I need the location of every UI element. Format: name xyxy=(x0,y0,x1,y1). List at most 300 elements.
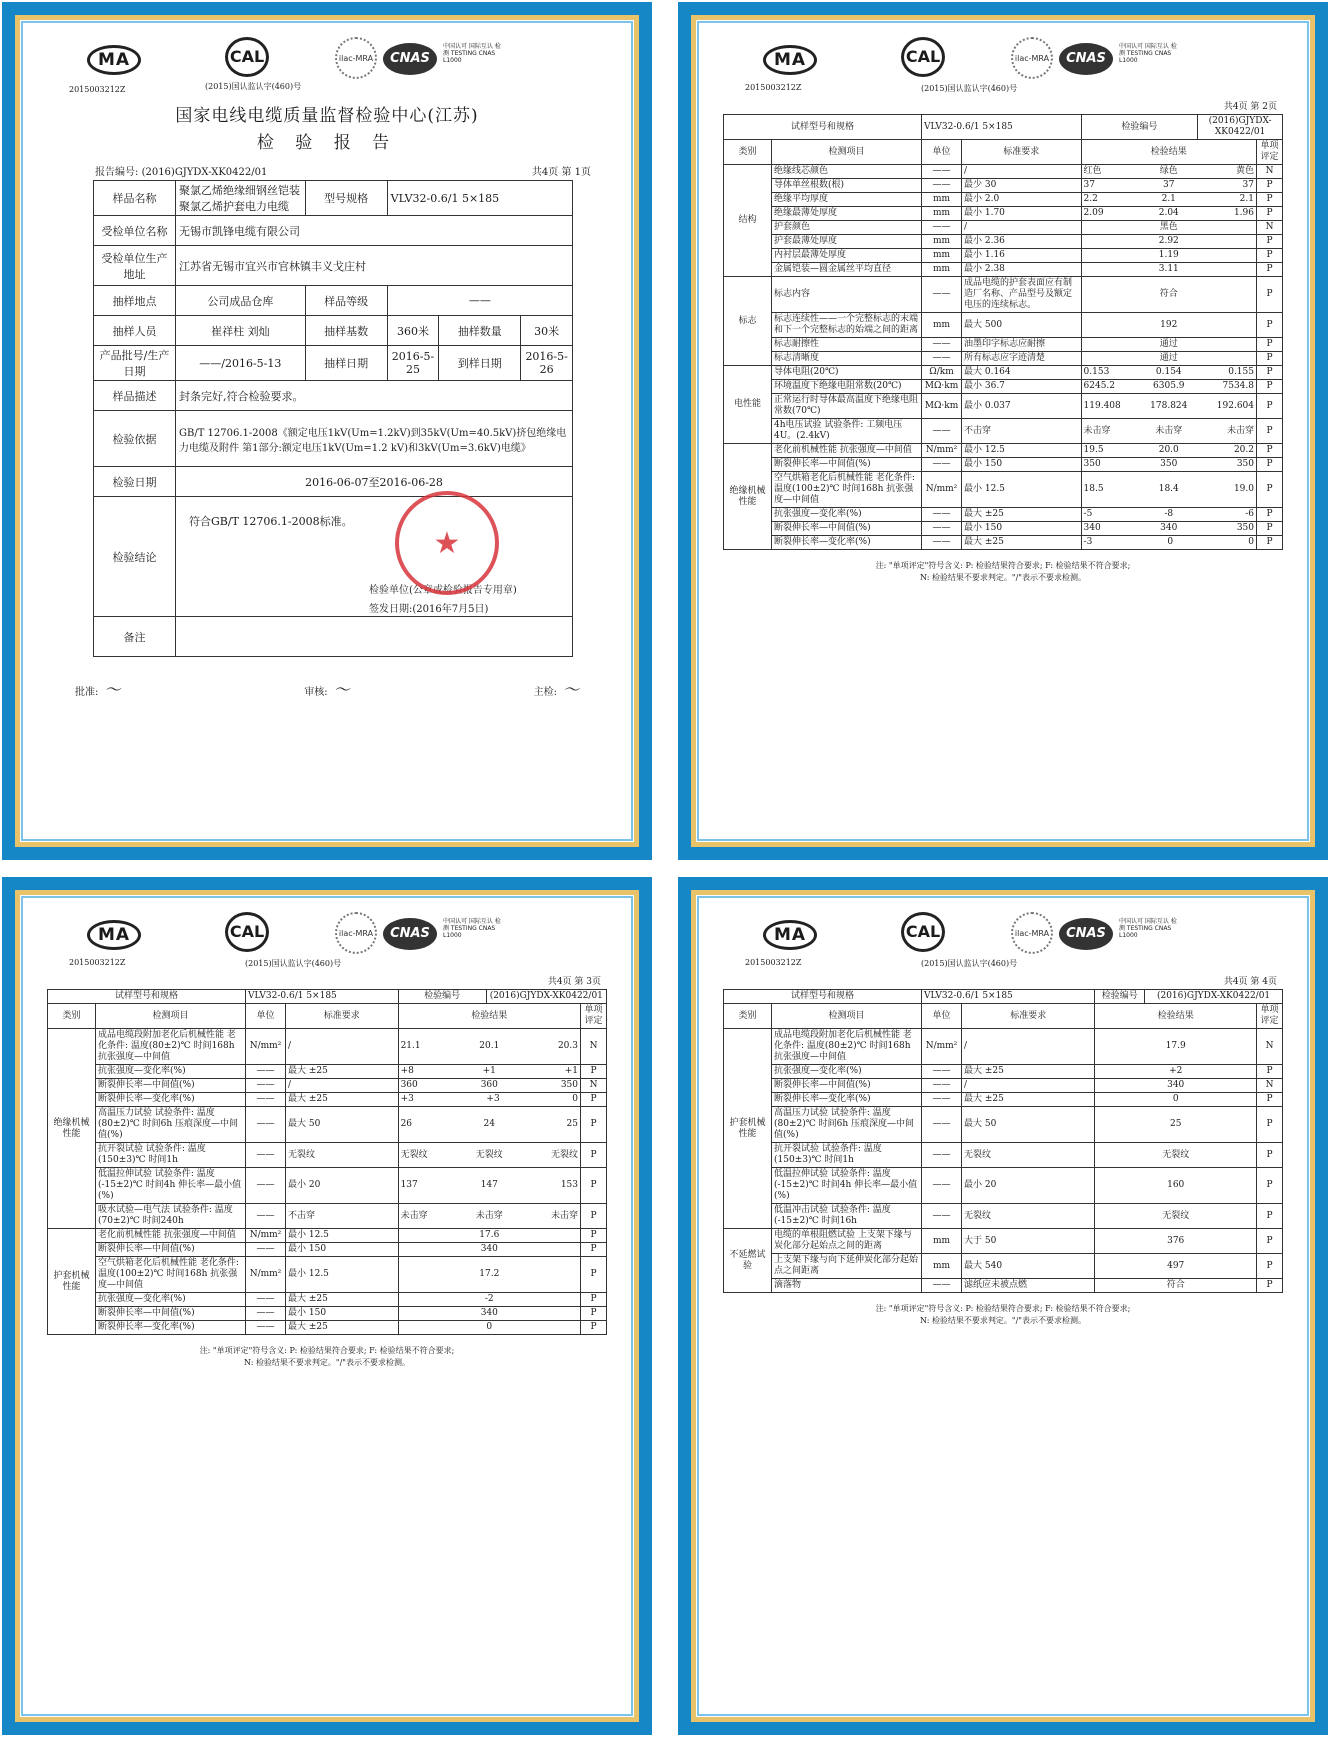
judgement: N xyxy=(581,1029,607,1065)
table-row xyxy=(724,472,1283,508)
result-value: 350 xyxy=(1236,523,1254,533)
unit: N/mm² xyxy=(246,1029,286,1065)
result-value: 0 xyxy=(572,1094,578,1104)
result-value: 无裂纹 xyxy=(550,1149,578,1160)
test-item: 电缆的单根阻燃试验 上支架下缘与炭化部分起始点之间的距离 xyxy=(772,1229,922,1254)
unit: —— xyxy=(922,1168,962,1204)
table-row xyxy=(724,277,1283,313)
review-label: 审核: xyxy=(304,687,328,698)
judgement: P xyxy=(1257,508,1283,522)
result-value: 无裂纹 xyxy=(1162,1149,1190,1160)
result-value: 17.2 xyxy=(479,1269,500,1279)
unit: N/mm² xyxy=(246,1229,286,1243)
judgement: P xyxy=(581,1107,607,1143)
model: VLV32-0.6/1 5×185 xyxy=(387,181,572,216)
table-row xyxy=(724,1254,1283,1279)
test-item: 断裂伸长率—变化率(%) xyxy=(772,536,922,550)
report-no: (2016)GJYDX-XK0422/01 xyxy=(141,167,268,178)
requirement: 最少 30 xyxy=(962,179,1082,193)
center-title: 国家电线电缆质量监督检验中心(江苏) xyxy=(175,106,479,126)
unit: —— xyxy=(246,1321,286,1335)
judgement: P xyxy=(1257,263,1283,277)
table-row xyxy=(724,221,1283,235)
result-value: 20.3 xyxy=(557,1041,578,1051)
result-value: 无裂纹 xyxy=(1162,1210,1190,1221)
unit: —— xyxy=(922,1065,962,1079)
result xyxy=(398,1065,580,1079)
qty: 30米 xyxy=(521,316,573,346)
unit: N/mm² xyxy=(922,1029,962,1065)
basis: GB/T 12706.1-2008《额定电压1kV(Um=1.2kV)到35kV(Um=40.5kV)挤包绝缘电力电缆及附件 第1部分:额定电压1kV(Um=1.2 kV)和3kV(Um=3.6kV)电缆》 xyxy=(176,411,573,467)
result xyxy=(1095,1143,1257,1168)
test-item: 抗张强度—变化率(%) xyxy=(96,1065,246,1079)
col-header: 单位 xyxy=(246,1004,286,1029)
label: 样品描述 xyxy=(94,381,176,411)
result-value: 21.1 xyxy=(400,1041,421,1051)
table-row xyxy=(48,1257,607,1293)
label: 检验结论 xyxy=(94,497,176,617)
address: 江苏省无锡市宜兴市官林镇丰义戈庄村 xyxy=(176,246,573,286)
requirement: 最小 2.38 xyxy=(962,263,1082,277)
note-line: N: 检验结果不要求判定。"/"表示不要求检测。 xyxy=(919,1316,1086,1325)
col-header: 检测项目 xyxy=(772,1004,922,1029)
result-value: 1.19 xyxy=(1158,250,1179,260)
label: 抽样人员 xyxy=(94,316,176,346)
result xyxy=(1081,179,1256,193)
judgement: P xyxy=(581,1321,607,1335)
unit: N/mm² xyxy=(922,472,962,508)
cnas-logo: CNAS xyxy=(383,43,437,75)
result xyxy=(398,1168,580,1204)
report-page-2 xyxy=(678,2,1328,860)
result-value: 未击穿 xyxy=(1226,425,1254,436)
result xyxy=(398,1079,580,1093)
judgement: P xyxy=(1257,472,1283,508)
result xyxy=(1081,221,1256,235)
col-header: 检测项目 xyxy=(772,140,922,165)
requirement: 最大 0.164 xyxy=(962,366,1082,380)
table-row xyxy=(48,1229,607,1243)
unit: MΩ·km xyxy=(922,380,962,394)
judgement: P xyxy=(1257,313,1283,338)
requirement: 最小 150 xyxy=(962,522,1082,536)
result-value: 192 xyxy=(1160,319,1178,330)
result-value: -6 xyxy=(1245,509,1254,519)
result-value: 340 xyxy=(480,1244,498,1254)
judgement: P xyxy=(1257,1093,1283,1107)
col-header: 单项评定 xyxy=(1257,1004,1283,1029)
cert-code: 2015003212Z xyxy=(745,83,802,92)
test-item: 老化前机械性能 抗张强度—中间值 xyxy=(772,444,922,458)
result-value: +3 xyxy=(486,1094,500,1104)
unit: mm xyxy=(922,1254,962,1279)
result-value: 350 xyxy=(1160,459,1178,469)
result xyxy=(1095,1254,1257,1279)
category: 护套机械性能 xyxy=(48,1229,96,1335)
unit: —— xyxy=(246,1143,286,1168)
result xyxy=(1081,419,1256,444)
result-value: 350 xyxy=(560,1080,578,1090)
result-value: 360 xyxy=(400,1080,418,1090)
test-item: 断裂伸长率—中间值(%) xyxy=(772,458,922,472)
test-item: 内衬层最薄处厚度 xyxy=(772,249,922,263)
result xyxy=(1095,1029,1257,1065)
test-item: 滴落物 xyxy=(772,1279,922,1293)
test-item: 护套颜色 xyxy=(772,221,922,235)
unit: mm xyxy=(922,1229,962,1254)
test-results-table xyxy=(47,989,607,1335)
test-item: 正常运行时导体最高温度下绝缘电阻常数(70℃) xyxy=(772,394,922,419)
col-header: 类别 xyxy=(724,1004,772,1029)
result xyxy=(398,1307,580,1321)
col-header: 标准要求 xyxy=(286,1004,399,1029)
table-row xyxy=(48,1168,607,1204)
unit: —— xyxy=(246,1107,286,1143)
cnas-text: 中国认可 国际互认 检测 TESTING CNAS L1000 xyxy=(1119,918,1177,939)
unit: mm xyxy=(922,263,962,277)
requirement: 无裂纹 xyxy=(962,1204,1095,1229)
result-value: 340 xyxy=(480,1308,498,1318)
judgement: P xyxy=(1257,1204,1283,1229)
ilac-logo: ilac-MRA xyxy=(335,37,377,79)
model-label: 试样型号和规格 xyxy=(724,115,922,140)
result-value: 无裂纹 xyxy=(475,1149,503,1160)
result xyxy=(398,1107,580,1143)
signature-icon: ～ xyxy=(104,680,121,699)
seal-stamp: ★ xyxy=(395,491,499,595)
unit: —— xyxy=(246,1307,286,1321)
result-value: 6245.2 xyxy=(1083,381,1116,391)
test-item: 护套最薄处厚度 xyxy=(772,235,922,249)
table-row xyxy=(724,352,1283,366)
unit: mm xyxy=(922,313,962,338)
judgement: P xyxy=(1257,1168,1283,1204)
judgement: P xyxy=(1257,277,1283,313)
category: 绝缘机械性能 xyxy=(48,1029,96,1229)
table-row xyxy=(48,1204,607,1229)
result-value: 340 xyxy=(1160,523,1178,533)
cal-logo: CAL xyxy=(901,37,945,77)
judgement: P xyxy=(581,1168,607,1204)
test-item: 断裂伸长率—变化率(%) xyxy=(96,1093,246,1107)
result-value: 119.408 xyxy=(1083,400,1121,411)
requirement: / xyxy=(962,165,1082,179)
judgement: P xyxy=(1257,536,1283,550)
requirement: 最小 12.5 xyxy=(286,1257,399,1293)
test-item: 导体电阻(20℃) xyxy=(772,366,922,380)
issue-date: 签发日期:(2016年7月5日) xyxy=(369,604,489,615)
result xyxy=(1081,522,1256,536)
remark xyxy=(176,617,573,657)
result-value: 192.604 xyxy=(1216,400,1254,411)
col-header: 检验结果 xyxy=(1095,1004,1257,1029)
col-header: 检验结果 xyxy=(1081,140,1256,165)
model-label: 试样型号和规格 xyxy=(48,990,246,1004)
test-date: 2016-06-07至2016-06-28 xyxy=(176,467,573,497)
unit: —— xyxy=(922,277,962,313)
category: 不延燃试验 xyxy=(724,1229,772,1293)
unit: mm xyxy=(922,207,962,221)
test-item: 绝缘平均厚度 xyxy=(772,193,922,207)
col-header: 单位 xyxy=(922,140,962,165)
result-value: 3.11 xyxy=(1158,264,1179,274)
table-row xyxy=(724,1143,1283,1168)
note-line: 注: "单项评定"符号含义: P: 检验结果符合要求; F: 检验结果不符合要求; xyxy=(875,561,1131,570)
result-value: 2.04 xyxy=(1158,208,1179,218)
judgement: N xyxy=(1257,165,1283,179)
test-item: 标志连续性——一个完整标志的末端和下一个完整标志的始端之间的距离 xyxy=(772,313,922,338)
result-value: 1.96 xyxy=(1233,208,1254,218)
note-line: 注: "单项评定"符号含义: P: 检验结果符合要求; F: 检验结果不符合要求; xyxy=(199,1346,455,1355)
judgement: P xyxy=(1257,249,1283,263)
result-value: 26 xyxy=(400,1119,413,1129)
result-value: 0 xyxy=(486,1322,493,1332)
result xyxy=(398,1243,580,1257)
ilac-logo: ilac-MRA xyxy=(1011,37,1053,79)
result xyxy=(1081,193,1256,207)
result-value: 无裂纹 xyxy=(400,1149,428,1160)
test-item: 4h电压试验 试验条件: 工频电压4U。(2.4kV) xyxy=(772,419,922,444)
table-row xyxy=(724,1107,1283,1143)
grade: —— xyxy=(387,286,572,316)
requirement: / xyxy=(962,221,1082,235)
sample-name: 聚氯乙烯绝缘细钢丝铠装聚氯乙烯护套电力电缆 xyxy=(176,181,306,216)
test-item: 成品电缆段附加老化后机械性能 老化条件: 温度(80±2)℃ 时间168h 抗张强度—中间值 xyxy=(772,1029,922,1065)
label: 抽样基数 xyxy=(305,316,387,346)
table-row xyxy=(724,263,1283,277)
requirement: 成品电缆的护套表面应有制造厂名称、产品型号及额定电压的连续标志。 xyxy=(962,277,1082,313)
result-value: 0 xyxy=(1172,1094,1179,1104)
col-header: 标准要求 xyxy=(962,140,1082,165)
test-item: 空气烘箱老化后机械性能 老化条件: 温度(100±2)℃ 时间168h 抗张强度—中间值 xyxy=(96,1257,246,1293)
judgement: P xyxy=(1257,1107,1283,1143)
result-value: 24 xyxy=(483,1119,495,1129)
base: 360米 xyxy=(387,316,439,346)
no-value: (2016)GJYDX-XK0422/01 xyxy=(1198,115,1283,140)
requirement: 最小 150 xyxy=(286,1307,399,1321)
requirement: 最小 150 xyxy=(286,1243,399,1257)
test-item: 导体单丝根数(根) xyxy=(772,179,922,193)
result-value: 黄色 xyxy=(1235,166,1254,176)
judgement: P xyxy=(1257,444,1283,458)
unit: —— xyxy=(246,1168,286,1204)
judgement: P xyxy=(1257,1229,1283,1254)
result-value: 绿色 xyxy=(1159,166,1178,176)
result-value: +1 xyxy=(482,1066,496,1076)
result xyxy=(398,1321,580,1335)
table-row xyxy=(724,179,1283,193)
signature-row xyxy=(75,677,579,700)
result-value: 497 xyxy=(1167,1260,1185,1271)
category: 电性能 xyxy=(724,366,772,444)
table-row xyxy=(724,249,1283,263)
result xyxy=(1081,352,1256,366)
judgement: P xyxy=(1257,1143,1283,1168)
unit: —— xyxy=(922,1143,962,1168)
unit: —— xyxy=(922,419,962,444)
cnas-logo: CNAS xyxy=(383,918,437,950)
table-row xyxy=(724,165,1283,179)
judgement: P xyxy=(1257,179,1283,193)
result-value: 37 xyxy=(1163,180,1175,190)
test-item: 断裂伸长率—中间值(%) xyxy=(96,1079,246,1093)
table-row xyxy=(48,1293,607,1307)
result-value: 20.1 xyxy=(479,1041,500,1051)
test-item: 上支架下缘与向下延伸炭化部分起始点之间距离 xyxy=(772,1254,922,1279)
test-item: 低温拉伸试验 试验条件: 温度(-15±2)℃ 时间4h 伸长率—最小值(%) xyxy=(772,1168,922,1204)
col-header: 检测项目 xyxy=(96,1004,246,1029)
arrive-date: 2016-5-26 xyxy=(521,346,573,381)
unit: mm xyxy=(922,235,962,249)
unit: MΩ·km xyxy=(922,394,962,419)
table-row xyxy=(724,522,1283,536)
requirement: 最大 ±25 xyxy=(962,1065,1095,1079)
result-value: 350 xyxy=(1236,459,1254,469)
test-item: 断裂伸长率—中间值(%) xyxy=(96,1243,246,1257)
result xyxy=(1081,313,1256,338)
unit: —— xyxy=(922,1093,962,1107)
col-header: 检验结果 xyxy=(398,1004,580,1029)
judgement: P xyxy=(581,1243,607,1257)
test-item: 抗开裂试验 试验条件: 温度(150±3)℃ 时间1h xyxy=(772,1143,922,1168)
result-value: 20.2 xyxy=(1233,445,1254,455)
judgement: P xyxy=(581,1143,607,1168)
table-row xyxy=(724,458,1283,472)
approval-no: (2015)国认监认字(460)号 xyxy=(245,959,342,968)
result-value: 25 xyxy=(1169,1119,1182,1129)
result-value: 153 xyxy=(560,1180,578,1190)
label: 受检单位生产地址 xyxy=(94,246,176,286)
result-value: 通过 xyxy=(1159,339,1178,349)
conclusion-cell xyxy=(176,497,573,617)
judgement: P xyxy=(581,1293,607,1307)
category: 绝缘机械性能 xyxy=(724,444,772,550)
judgement: P xyxy=(581,1257,607,1293)
ma-logo: MA xyxy=(763,45,817,75)
result xyxy=(398,1029,580,1065)
unit: —— xyxy=(922,458,962,472)
result xyxy=(398,1093,580,1107)
cnas-text: 中国认可 国际互认 检测 TESTING CNAS L1000 xyxy=(443,43,501,64)
result xyxy=(1081,380,1256,394)
test-item: 绝缘最薄处厚度 xyxy=(772,207,922,221)
signature-icon: ～ xyxy=(562,680,579,699)
result xyxy=(1095,1107,1257,1143)
unit: mm xyxy=(922,193,962,207)
report-page-1 xyxy=(2,2,652,860)
unit: —— xyxy=(922,352,962,366)
judgement: N xyxy=(1257,221,1283,235)
requirement: 最大 50 xyxy=(286,1107,399,1143)
judgement: N xyxy=(1257,1079,1283,1093)
result xyxy=(1081,394,1256,419)
result-value: 20.0 xyxy=(1158,445,1179,455)
result-value: 0.153 xyxy=(1083,367,1110,377)
conclusion: 符合GB/T 12706.1-2008标准。 xyxy=(189,515,353,528)
result-value: 178.824 xyxy=(1150,400,1188,411)
table-row xyxy=(724,1279,1283,1293)
judgement: P xyxy=(1257,1254,1283,1279)
ma-logo: MA xyxy=(87,45,141,75)
requirement: 最小 36.7 xyxy=(962,380,1082,394)
judgement: P xyxy=(1257,207,1283,221)
label: 检验日期 xyxy=(94,467,176,497)
unit: —— xyxy=(246,1079,286,1093)
judgement: P xyxy=(1257,193,1283,207)
result-value: 未击穿 xyxy=(1083,425,1111,436)
result-value: 符合 xyxy=(1159,289,1178,299)
requirement: 所有标志应字迹清楚 xyxy=(962,352,1082,366)
test-item: 断裂伸长率—中间值(%) xyxy=(96,1307,246,1321)
result-value: 未击穿 xyxy=(400,1210,428,1221)
unit: —— xyxy=(246,1065,286,1079)
result-value: 红色 xyxy=(1083,166,1102,176)
table-row xyxy=(724,207,1283,221)
result xyxy=(1081,263,1256,277)
test-item: 标志耐擦性 xyxy=(772,338,922,352)
test-item: 断裂伸长率—中间值(%) xyxy=(772,1079,922,1093)
requirement: 最大 ±25 xyxy=(962,1093,1095,1107)
legend-note xyxy=(35,1345,619,1369)
test-item: 金属铠装—圆金属丝平均直径 xyxy=(772,263,922,277)
requirement: 最小 12.5 xyxy=(962,472,1082,508)
result-value: 17.9 xyxy=(1165,1041,1186,1051)
result-value: 37 xyxy=(1242,180,1254,190)
table-row xyxy=(724,1204,1283,1229)
report-page-3 xyxy=(2,877,652,1735)
table-row xyxy=(724,235,1283,249)
result-value: 未击穿 xyxy=(475,1210,503,1221)
requirement: 油墨印字标志应耐擦 xyxy=(962,338,1082,352)
unit: —— xyxy=(246,1093,286,1107)
cert-code: 2015003212Z xyxy=(69,958,126,967)
ilac-logo: ilac-MRA xyxy=(1011,912,1053,954)
label: 到样日期 xyxy=(439,346,521,381)
judgement: P xyxy=(1257,235,1283,249)
legend-note xyxy=(711,1303,1295,1327)
label: 备注 xyxy=(94,617,176,657)
ma-logo: MA xyxy=(87,920,141,950)
unit: —— xyxy=(246,1293,286,1307)
result xyxy=(1095,1168,1257,1204)
test-item: 抗张强度—变化率(%) xyxy=(772,1065,922,1079)
judgement: P xyxy=(1257,338,1283,352)
judgement: P xyxy=(581,1065,607,1079)
unit: —— xyxy=(922,221,962,235)
result-value: 7534.8 xyxy=(1222,381,1254,391)
test-item: 断裂伸长率—变化率(%) xyxy=(96,1321,246,1335)
judgement: N xyxy=(581,1079,607,1093)
sample-date: 2016-5-25 xyxy=(387,346,439,381)
table-row xyxy=(724,394,1283,419)
main-label: 主检: xyxy=(533,687,557,698)
logo-row xyxy=(35,33,619,93)
note-line: N: 检验结果不要求判定。"/"表示不要求检测。 xyxy=(243,1358,410,1367)
approval-no: (2015)国认监认字(460)号 xyxy=(205,82,302,91)
approve-label: 批准: xyxy=(75,687,99,698)
table-row xyxy=(724,508,1283,522)
test-item: 标志内容 xyxy=(772,277,922,313)
judgement: P xyxy=(581,1093,607,1107)
test-item: 吸水试验—电气法 试验条件: 温度(70±2)℃ 时间240h xyxy=(96,1204,246,1229)
result xyxy=(1081,249,1256,263)
cnas-logo: CNAS xyxy=(1059,43,1113,75)
judgement: P xyxy=(1257,458,1283,472)
requirement: 最大 ±25 xyxy=(286,1093,399,1107)
result-value: 25 xyxy=(566,1119,578,1129)
requirement: 最大 ±25 xyxy=(286,1321,399,1335)
requirement: 最小 2.36 xyxy=(962,235,1082,249)
